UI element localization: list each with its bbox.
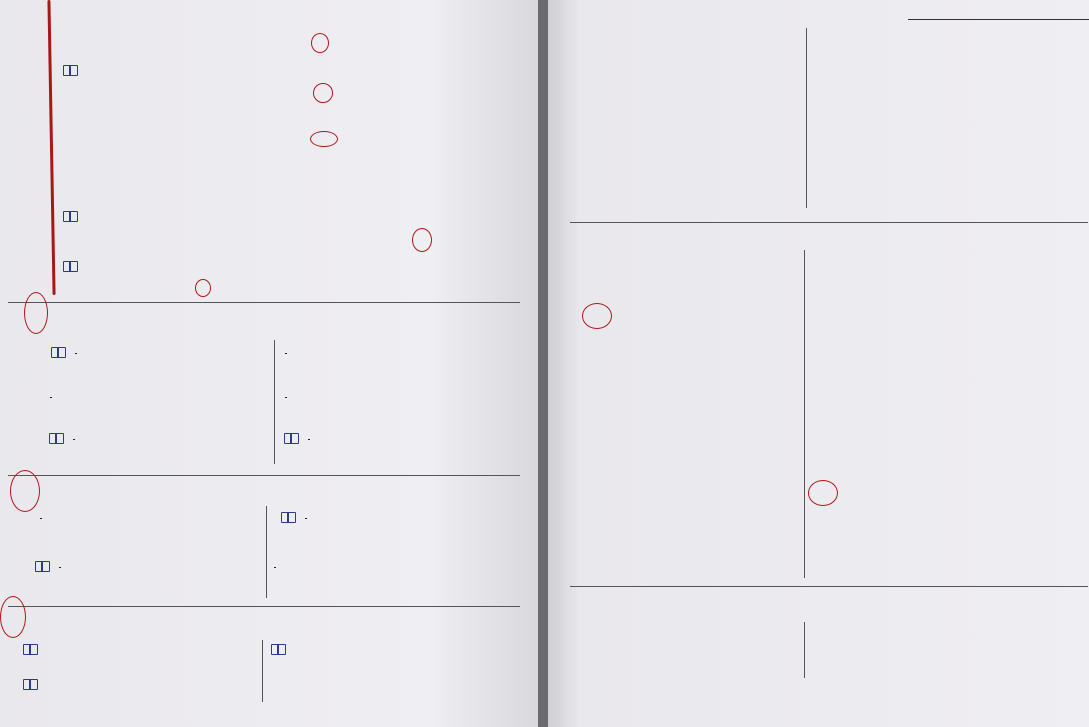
book-icon bbox=[281, 512, 296, 523]
answer-circle bbox=[808, 480, 838, 506]
s3-item-3-numerator bbox=[59, 567, 61, 568]
answer-circle bbox=[195, 279, 211, 297]
section-divider bbox=[8, 302, 520, 303]
right-page bbox=[548, 0, 1089, 727]
section-divider bbox=[570, 222, 1088, 223]
header-rule bbox=[908, 19, 1089, 20]
s3-item-4-numerator bbox=[274, 567, 276, 568]
book-icon bbox=[49, 433, 64, 444]
s2-item-2-numerator bbox=[285, 353, 287, 354]
column-divider bbox=[274, 340, 275, 464]
red-margin-mark bbox=[47, 0, 55, 295]
s3-item-2-numerator bbox=[305, 518, 307, 519]
answer-circle bbox=[311, 33, 329, 53]
s2-item-1-numerator bbox=[75, 353, 77, 354]
book-icon bbox=[35, 561, 50, 572]
answer-circle bbox=[313, 83, 333, 103]
column-divider bbox=[806, 28, 807, 208]
section-circle bbox=[24, 292, 48, 334]
column-divider bbox=[266, 506, 267, 598]
section-divider bbox=[8, 606, 520, 607]
column-divider bbox=[262, 640, 263, 702]
section-circle bbox=[0, 596, 26, 638]
s2-item-3-numerator bbox=[50, 397, 52, 398]
book-icon bbox=[51, 347, 66, 358]
answer-circle bbox=[412, 228, 432, 252]
book-icon bbox=[271, 644, 286, 655]
column-divider bbox=[804, 250, 805, 578]
s2-item-5-numerator bbox=[73, 439, 75, 440]
book-icon bbox=[23, 679, 38, 690]
left-page bbox=[0, 0, 538, 727]
section-circle bbox=[10, 470, 40, 512]
s2-item-4-numerator bbox=[285, 397, 287, 398]
book-icon bbox=[284, 433, 299, 444]
section-divider bbox=[8, 475, 520, 476]
book-icon bbox=[63, 211, 78, 222]
answer-circle bbox=[310, 131, 338, 147]
answer-circle bbox=[582, 303, 612, 329]
book-icon bbox=[63, 65, 78, 76]
s2-item-6-numerator bbox=[308, 439, 310, 440]
book-icon bbox=[63, 261, 78, 272]
book-icon bbox=[23, 644, 38, 655]
section-divider bbox=[570, 586, 1088, 587]
s3-item-1-numerator bbox=[40, 518, 42, 519]
column-divider bbox=[804, 622, 805, 678]
